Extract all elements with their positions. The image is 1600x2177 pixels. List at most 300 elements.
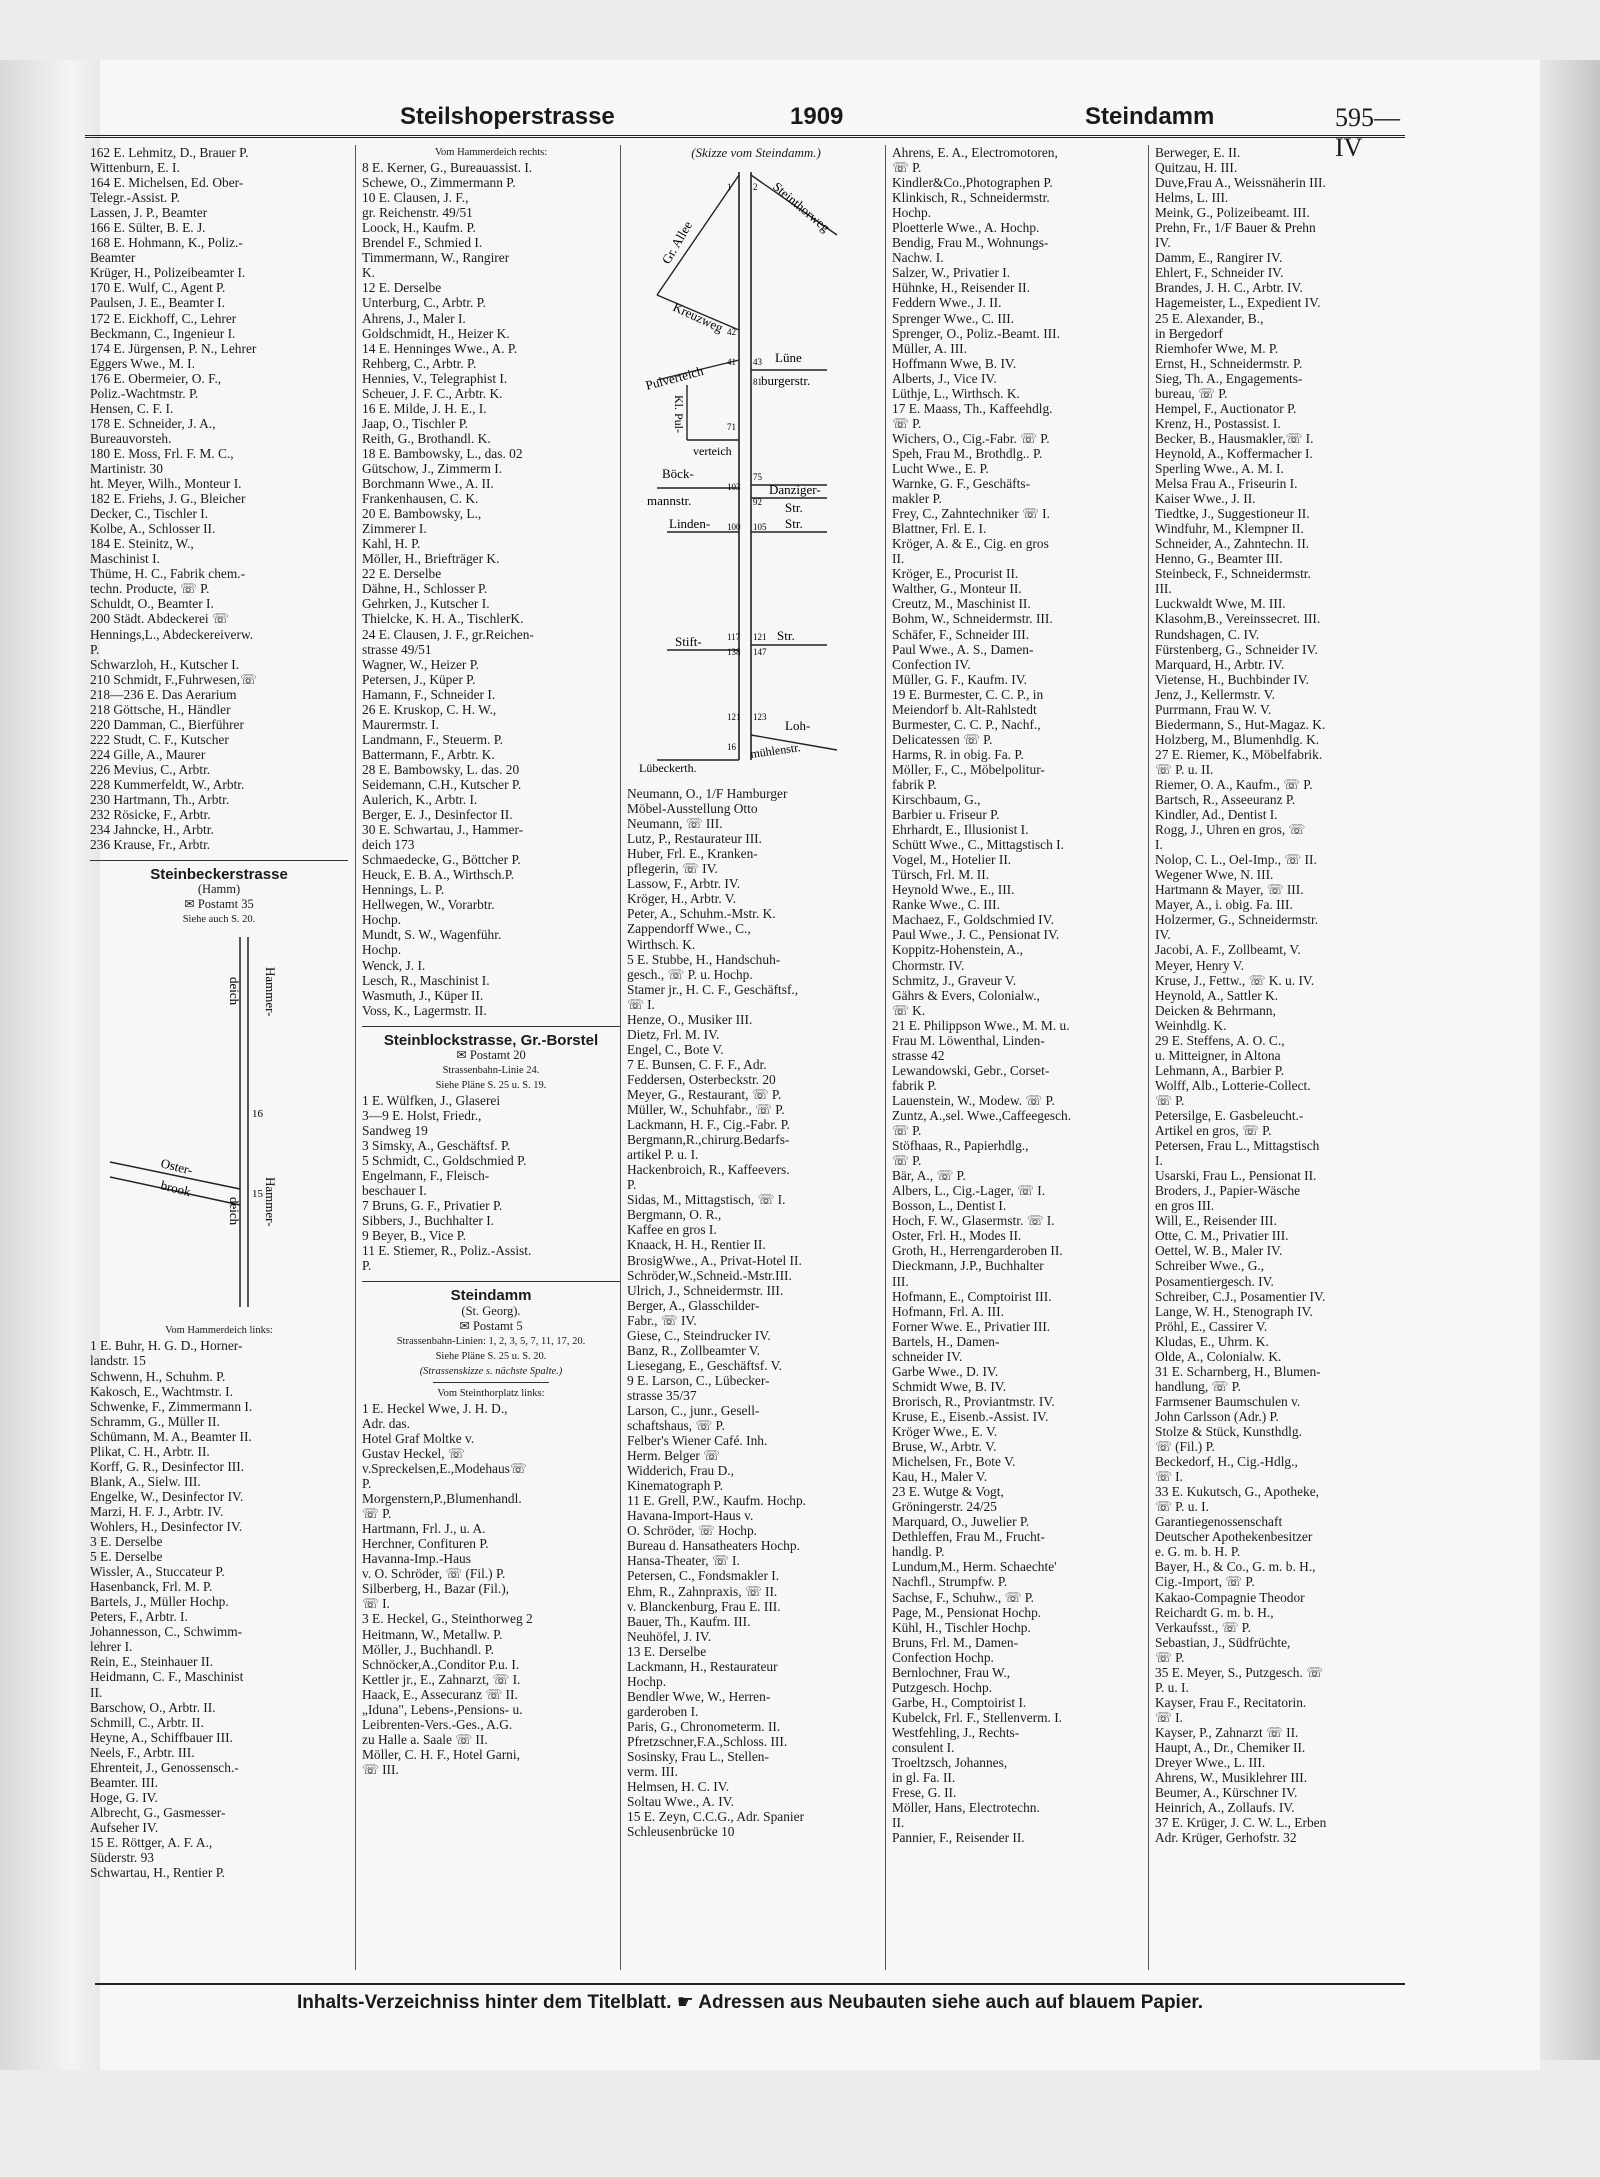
directory-entry: Battermann, F., Arbtr. K.	[362, 746, 495, 762]
column-5	[1148, 145, 1417, 1970]
directory-entry: Neumann, ☏ III.	[627, 816, 723, 832]
directory-entry: II.	[892, 1815, 905, 1831]
directory-entry: Jaap, O., Tischler P.	[362, 415, 469, 431]
directory-entry: Hasenbanck, Frl. M. P.	[90, 1579, 213, 1595]
map-label: brook	[159, 1177, 193, 1200]
directory-entry: K.	[362, 265, 376, 281]
directory-entry: Jacobi, A. F., Zollbeamt, V.	[1155, 942, 1301, 958]
directory-entry: 230 Hartmann, Th., Arbtr.	[90, 792, 230, 808]
directory-entry: Berger, A., Glasschilder-	[627, 1297, 760, 1313]
directory-entry: Barbier u. Friseur P.	[892, 807, 1000, 823]
directory-entry: Haupt, A., Dr., Chemiker II.	[1155, 1739, 1306, 1755]
directory-entry: consulent I.	[892, 1739, 955, 1755]
directory-entry: Kayser, Frau F., Recitatorin.	[1155, 1694, 1307, 1710]
directory-entry: Feddersen, Osterbeckstr. 20	[627, 1071, 776, 1087]
directory-entry: Thüme, H. C., Fabrik chem.-	[90, 566, 246, 582]
directory-entry: verm. III.	[627, 1764, 678, 1780]
directory-entry: 226 Mevius, C., Arbtr.	[90, 761, 211, 777]
sub-head-rechts: Vom Hammerdeich rechts:	[434, 147, 548, 158]
directory-entry: Maschinist I.	[90, 551, 160, 567]
directory-entry: 3 E. Heckel, G., Steinthorweg 2	[362, 1611, 533, 1627]
directory-entry: Bergmann,R.,chirurg.Bedarfs-	[627, 1132, 790, 1148]
directory-entry: I.	[1155, 837, 1163, 853]
directory-entry: Page, M., Pensionat Hochp.	[892, 1604, 1042, 1620]
map-label: Kreuzweg	[670, 299, 726, 336]
directory-entry: Haack, E., Assecuranz ☏ II.	[362, 1686, 518, 1702]
section-subtitle-2: (St. Georg).	[461, 1303, 521, 1318]
directory-entry: Bendig, Frau M., Wohnungs-	[892, 235, 1049, 251]
directory-entry: en gros III.	[1155, 1198, 1215, 1214]
map-number: 43	[753, 357, 762, 368]
directory-entry: Möbel-Ausstellung Otto	[627, 801, 758, 817]
directory-entry: Lauenstein, W., Modew. ☏ P.	[892, 1092, 1055, 1108]
directory-entry: Schmidt Wwe, B. IV.	[892, 1378, 1007, 1394]
directory-entry: Helmsen, H. C. IV.	[627, 1779, 730, 1795]
directory-entry: Weinhdlg. K.	[1155, 1017, 1227, 1033]
directory-entry: Blank, A., Sielw. III.	[90, 1473, 201, 1489]
directory-entry: Süderstr. 93	[90, 1850, 154, 1866]
section-title-steinbeckerstrasse: Steinbeckerstrasse	[90, 860, 348, 882]
directory-entry: Beumer, A., Kürschner IV.	[1155, 1785, 1298, 1801]
directory-entry: Ahrens, J., Maler I.	[362, 310, 466, 326]
directory-entry: Posamentiergesch. IV.	[1155, 1273, 1274, 1289]
directory-entry: Petersen, Frau L., Mittagstisch	[1155, 1138, 1320, 1154]
directory-entry: e. G. m. b. H. P.	[1155, 1544, 1241, 1560]
directory-entry: 17 E. Maass, Th., Kaffeehdlg.	[892, 400, 1053, 416]
directory-entry: Bergmann, O. R.,	[627, 1207, 722, 1223]
directory-entry: Ranke Wwe., C. III.	[892, 897, 1000, 913]
directory-entry: Giese, C., Steindrucker IV.	[627, 1327, 771, 1343]
directory-entry: 8 E. Kerner, G., Bureauassist. I.	[362, 160, 533, 176]
directory-entry: u. Mitteigner, in Altona	[1155, 1047, 1281, 1063]
directory-entry: Zappendorff Wwe., C.,	[627, 921, 751, 937]
directory-entry: Liesegang, E., Geschäftsf. V.	[627, 1357, 782, 1373]
directory-entry: beschauer I.	[362, 1183, 427, 1199]
directory-entry: Meiendorf b. Alt-Rahlstedt	[892, 701, 1037, 717]
directory-entry: ☏ I.	[627, 996, 655, 1012]
directory-entry: Brorisch, R., Proviantmstr. IV.	[892, 1393, 1055, 1409]
directory-entry: Sachse, F., Schuhw., ☏ P.	[892, 1589, 1035, 1605]
directory-entry: 172 E. Eickhoff, C., Lehrer	[90, 310, 237, 326]
directory-entry: 162 E. Lehmitz, D., Brauer P.	[90, 145, 249, 160]
directory-entry: 180 E. Moss, Frl. F. M. C.,	[90, 445, 234, 461]
directory-entry: schneider IV.	[892, 1348, 963, 1364]
directory-entry: Bernlochner, Frau W.,	[892, 1664, 1011, 1680]
directory-entry: Jenz, J., Kellermstr. V.	[1155, 686, 1276, 702]
directory-entry: Möller, C. H. F., Hotel Garni,	[362, 1746, 520, 1762]
directory-entry: Confection IV.	[892, 656, 971, 672]
directory-entry: Havanna-Imp.-Haus	[362, 1551, 471, 1567]
directory-entry: Schwenn, H., Schuhm. P.	[90, 1368, 226, 1384]
directory-entry: Petersilge, E. Gasbeleucht.-	[1155, 1108, 1304, 1123]
directory-entry: Hühnke, H., Reisender II.	[892, 280, 1030, 296]
directory-entry: Oster, Frl. H., Modes II.	[892, 1228, 1022, 1244]
directory-entry: Unterburg, C., Arbtr. P.	[362, 295, 486, 311]
directory-entry: Engel, C., Bote V.	[627, 1041, 724, 1057]
directory-entry: Olde, A., Colonialw. K.	[1155, 1348, 1282, 1364]
directory-entry: Verkaufsst., ☏ P.	[1155, 1619, 1251, 1635]
directory-entry: Heinrich, A., Zollaufs. IV.	[1155, 1800, 1295, 1816]
directory-entry: ☏ P.	[1155, 1092, 1185, 1108]
directory-entry: Gustav Heckel, ☏	[362, 1445, 465, 1461]
directory-entry: Wasmuth, J., Küper II.	[362, 987, 484, 1003]
directory-entry: Bartels, J., Müller Hochp.	[90, 1594, 229, 1610]
column-2	[355, 145, 620, 1970]
directory-entry: Heitmann, W., Metallw. P.	[362, 1626, 503, 1642]
directory-entry: Heynold, A., Koffermacher I.	[1155, 445, 1313, 461]
directory-entry: v.Spreckelsen,E.,Modehaus☏	[362, 1460, 527, 1476]
directory-entry: III.	[1155, 581, 1172, 597]
directory-entry: Alberts, J., Vice IV.	[892, 370, 997, 386]
directory-entry: Gütschow, J., Zimmerm I.	[362, 460, 503, 476]
directory-entry: Reith, G., Brothandl. K.	[362, 430, 491, 446]
directory-entry: Blattner, Frl. E. I.	[892, 521, 987, 537]
directory-entry: 30 E. Schwartau, J., Hammer-	[362, 822, 524, 838]
directory-entry: Confection Hochp.	[892, 1649, 994, 1665]
directory-entry: I.	[1155, 1153, 1163, 1169]
directory-entry: Bayer, H., & Co., G. m. b. H.,	[1155, 1559, 1316, 1575]
directory-entry: Riemhofer Wwe, M. P.	[1155, 340, 1279, 356]
directory-entry: Walther, G., Monteur II.	[892, 581, 1022, 597]
column-4	[885, 145, 1150, 1970]
directory-entry: v. O. Schröder, ☏ (Fil.) P.	[362, 1566, 506, 1582]
directory-entry: Müller, A. III.	[892, 340, 967, 356]
map-number: 75	[753, 472, 762, 483]
directory-entry: Hochp.	[362, 942, 402, 958]
map-label: Danziger-	[769, 482, 821, 498]
directory-entry: Lundum,M., Herm. Schaechte'	[892, 1559, 1057, 1575]
directory-entry: Meink, G., Polizeibeamt. III.	[1155, 205, 1310, 221]
directory-entry: Hofmann, E., Comptoirist III.	[892, 1288, 1052, 1304]
directory-entry: Kolbe, A., Schlosser II.	[90, 521, 216, 537]
directory-entry: Lackmann, H. F., Cig.-Fabr. P.	[627, 1117, 790, 1133]
directory-entry: Kindler&Co.,Photographen P.	[892, 175, 1053, 191]
directory-entry: 24 E. Clausen, J. F., gr.Reichen-	[362, 626, 534, 642]
directory-entry: Frey, C., Zahntechniker ☏ I.	[892, 506, 1050, 522]
directory-entry: Lesch, R., Maschinist I.	[362, 972, 490, 988]
directory-entry: Cig.-Import, ☏ P.	[1155, 1574, 1255, 1590]
directory-entry: 5 Schmidt, C., Goldschmied P.	[362, 1153, 527, 1169]
directory-entry: Pfretzschner,F.A.,Schloss. III.	[627, 1734, 788, 1749]
directory-entry: 16 E. Milde, J. H. E., I.	[362, 400, 487, 416]
directory-entry: ☏ P.	[892, 1123, 922, 1139]
section-postamt: ✉ Postamt 35	[184, 897, 254, 912]
directory-entry: Wittenburn, E. I.	[90, 160, 180, 176]
directory-entry: Bruns, Frl. M., Damen-	[892, 1634, 1019, 1650]
directory-entry: Wegener Wwe, N. III.	[1155, 867, 1274, 883]
directory-entry: Artikel en gros, ☏ P.	[1155, 1123, 1272, 1139]
directory-entry: Hamann, F., Schneider I.	[362, 686, 496, 702]
steindamm-sketch-map	[627, 160, 885, 780]
directory-entry: 7 Bruns, G. F., Privatier P.	[362, 1198, 503, 1214]
directory-entry: Möller, J., Buchhandl. P.	[362, 1641, 494, 1657]
directory-entry: Fürstenberg, G., Schneider IV.	[1155, 641, 1318, 657]
directory-entry: Schmitz, J., Graveur V.	[892, 972, 1017, 988]
directory-entry: Koppitz-Hohenstein, A.,	[892, 942, 1023, 958]
directory-entry: Maurermstr. I.	[362, 716, 439, 732]
directory-entry: schaftshaus, ☏ P.	[627, 1418, 725, 1434]
directory-entry: Seidemann, C.H., Kutscher P.	[362, 776, 522, 792]
directory-entry: Nachw. I.	[892, 250, 944, 266]
map-label: Oster-	[159, 1155, 195, 1179]
directory-entry: Hempel, F., Auctionator P.	[1155, 400, 1297, 416]
directory-entry: Tiedtke, J., Suggestioneur II.	[1155, 506, 1310, 522]
directory-entry: Garbe Wwe., D. IV.	[892, 1363, 999, 1379]
directory-entry: Lewandowski, Gebr., Corset-	[892, 1062, 1050, 1078]
directory-entry: Schneider, A., Zahntechn. II.	[1155, 536, 1310, 552]
directory-entry: ☏ P. u. II.	[1155, 761, 1214, 777]
directory-entry: Garantiegenossenschaft	[1155, 1514, 1283, 1530]
directory-entry: P.	[362, 1476, 372, 1492]
directory-entry: Bosson, L., Dentist I.	[892, 1198, 1007, 1214]
directory-entry: ☏ P.	[892, 415, 922, 431]
map-label: Hammer-	[263, 967, 278, 1017]
directory-entry: Hochp.	[627, 1673, 667, 1689]
directory-entry: Paul Wwe., J. C., Pensionat IV.	[892, 927, 1060, 943]
directory-entry: Marquard, O., Juwelier P.	[892, 1514, 1030, 1530]
directory-entry: 15 E. Röttger, A. F. A.,	[90, 1834, 213, 1850]
directory-entry: Damm, E., Rangirer IV.	[1155, 250, 1283, 266]
head-right-street: Steindamm	[1085, 103, 1215, 130]
directory-entry: 174 E. Jürgensen, P. N., Lehrer	[90, 340, 257, 356]
directory-entry: 3 Simsky, A., Geschäftsf. P.	[362, 1138, 511, 1154]
directory-entry: Havana-Import-Haus v.	[627, 1508, 754, 1524]
directory-entry: 176 E. Obermeier, O. F.,	[90, 370, 222, 386]
directory-entry: ☏ III.	[362, 1761, 399, 1777]
map-number: 16	[252, 1108, 263, 1121]
directory-entry: Salzer, W., Privatier I.	[892, 265, 1011, 281]
directory-entry: Wichers, O., Cig.-Fabr. ☏ P.	[892, 430, 1050, 446]
directory-entry: Thielcke, K. H. A., TischlerK.	[362, 611, 524, 627]
directory-entry: Deicken & Behrmann,	[1155, 1002, 1276, 1018]
directory-entry: 14 E. Henninges Wwe., A. P.	[362, 340, 518, 356]
map-number: 121	[727, 712, 741, 723]
directory-entry: Creutz, M., Maschinist II.	[892, 596, 1031, 612]
directory-entry: Luckwaldt Wwe, M. III.	[1155, 596, 1286, 612]
directory-entry: Nolop, C. L., Oel-Imp., ☏ II.	[1155, 852, 1317, 868]
directory-entry: Duve,Frau A., Weissnäherin III.	[1155, 175, 1326, 191]
directory-entry: Delicatessen ☏ P.	[892, 731, 993, 747]
directory-entry: Marquard, H., Arbtr. IV.	[1155, 656, 1285, 672]
head-year: 1909	[790, 103, 844, 130]
directory-entry: Farmsener Baumschulen v.	[1155, 1393, 1301, 1409]
directory-entry: Schramm, G., Müller II.	[90, 1413, 220, 1429]
directory-entry: Türsch, Frl. M. II.	[892, 867, 990, 883]
directory-entry: gr. Reichenstr. 49/51	[362, 205, 473, 221]
directory-entry: Dreyer Wwe., L. III.	[1155, 1755, 1266, 1771]
map-label: Str.	[785, 500, 803, 516]
directory-entry: ☏ I.	[1155, 1469, 1183, 1485]
directory-entry: garderoben I.	[627, 1703, 699, 1719]
directory-entry: Wirthsch. K.	[627, 936, 696, 952]
map-number: 71	[727, 422, 736, 433]
directory-entry: 25 E. Alexander, B.,	[1155, 310, 1264, 326]
col4-entries	[892, 145, 1150, 1845]
directory-entry: 168 E. Hohmann, K., Poliz.-	[90, 235, 243, 251]
directory-entry: Chormstr. IV.	[892, 957, 965, 973]
directory-entry: Peter, A., Schuhm.-Mstr. K.	[627, 906, 776, 922]
directory-entry: Klinkisch, R., Schneidermstr.	[892, 190, 1050, 206]
steinbecker-sketch-map	[90, 927, 348, 1317]
directory-entry: Adr. das.	[362, 1415, 410, 1431]
directory-entry: Paul Wwe., A. S., Damen-	[892, 641, 1034, 657]
directory-entry: Möller, F., C., Möbelpolitur-	[892, 761, 1045, 777]
directory-entry: Sebastian, J., Südfrüchte,	[1155, 1634, 1291, 1650]
map-label: Linden-	[669, 516, 711, 532]
directory-entry: Schröder,W.,Schneid.-Mstr.III.	[627, 1267, 792, 1283]
directory-entry: Lucht Wwe., E. P.	[892, 460, 989, 476]
directory-entry: Kau, H., Maler V.	[892, 1469, 988, 1485]
directory-entry: Hoge, G. IV.	[90, 1789, 158, 1805]
directory-entry: Gehrken, J., Kutscher I.	[362, 596, 490, 612]
map-number: 81	[753, 377, 762, 388]
directory-entry: Soltau Wwe., A. IV.	[627, 1794, 734, 1810]
directory-entry: Hoffmann Wwe, B. IV.	[892, 355, 1017, 371]
directory-entry: Gröningerstr. 24/25	[892, 1499, 997, 1515]
directory-entry: Wolff, Alb., Lotterie-Collect.	[1155, 1077, 1311, 1093]
directory-entry: Aufseher IV.	[90, 1819, 159, 1835]
directory-entry: Melsa Frau A., Friseurin I.	[1155, 476, 1298, 492]
directory-entry: Mundt, S. W., Wagenführ.	[362, 927, 502, 943]
directory-entry: Krüger, H., Polizeibeamter I.	[90, 265, 246, 281]
directory-entry: Bartels, H., Damen-	[892, 1333, 1000, 1349]
col5-entries	[1155, 145, 1417, 1845]
directory-entry: Morgenstern,P.,Blumenhandl.	[362, 1491, 522, 1507]
directory-entry: Wohlers, H., Desinfector IV.	[90, 1519, 243, 1534]
directory-entry: Kludas, E., Uhrm. K.	[1155, 1333, 1269, 1349]
map-label: deich	[227, 977, 242, 1006]
directory-entry: 37 E. Krüger, J. C. W. L., Erben	[1155, 1815, 1327, 1831]
directory-entry: Ehm, R., Zahnpraxis, ☏ II.	[627, 1583, 778, 1599]
directory-entry: 218 Göttsche, H., Händler	[90, 701, 231, 717]
directory-entry: Zimmerer I.	[362, 521, 427, 537]
directory-entry: ☏ (Fil.) P.	[1155, 1439, 1215, 1455]
directory-entry: Schäfer, F., Schneider III.	[892, 626, 1030, 642]
directory-entry: III.	[892, 1273, 909, 1289]
directory-entry: Sibbers, J., Buchhalter I.	[362, 1213, 495, 1229]
directory-entry: 29 E. Steffens, A. O. C.,	[1155, 1032, 1285, 1048]
directory-entry: Kinematograph P.	[627, 1478, 723, 1494]
directory-entry: Borchmann Wwe., A. II.	[362, 476, 494, 492]
directory-entry: 27 E. Riemer, K., Möbelfabrik.	[1155, 746, 1323, 762]
directory-entry: Oettel, W. B., Maler IV.	[1155, 1243, 1283, 1259]
directory-entry: Heynold Wwe., E., III.	[892, 882, 1015, 898]
directory-entry: Putzgesch. Hochp.	[892, 1679, 993, 1695]
map-label: Steinthorweg	[770, 178, 833, 235]
directory-entry: Beckmann, C., Ingenieur I.	[90, 325, 236, 341]
directory-entry: Albrecht, G., Gasmesser-	[90, 1804, 226, 1820]
directory-entry: John Carlsson (Adr.) P.	[1155, 1408, 1279, 1424]
directory-entry: strasse 35/37	[627, 1387, 697, 1403]
directory-entry: Kröger Wwe., E. V.	[892, 1423, 998, 1439]
sub-head-links: Vom Hammerdeich links:	[165, 1325, 273, 1337]
directory-entry: 3—9 E. Holst, Friedr.,	[362, 1107, 482, 1123]
map-label: Gr. Allee	[658, 218, 696, 267]
directory-entry: BrosigWwe., A., Privat-Hotel II.	[627, 1252, 802, 1268]
directory-entry: 164 E. Michelsen, Ed. Ober-	[90, 175, 244, 191]
directory-entry: 1 E. Buhr, H. G. D., Horner-	[90, 1338, 243, 1354]
directory-entry: Brandes, J. H. C., Arbtr. IV.	[1155, 280, 1303, 296]
directory-entry: ☏ P.	[892, 160, 922, 176]
directory-entry: Vogel, M., Hotelier II.	[892, 852, 1012, 868]
directory-entry: 5 E. Derselbe	[90, 1549, 163, 1565]
directory-entry: Landmann, F., Steuerm. P.	[362, 731, 504, 747]
footer-notice: Inhalts-Verzeichniss hinter dem Titelblatt. ☛ Adressen aus Neubauten siehe auch auf blauem Papier.	[95, 1983, 1405, 2014]
directory-entry: Hennings,L., Abdeckereiverw.	[90, 626, 254, 642]
directory-entry: ☏ P.	[892, 1153, 922, 1169]
directory-entry: Heuck, E. B. A., Wirthsch.P.	[362, 867, 515, 883]
directory-entry: Dieckmann, J.P., Buchhalter	[892, 1258, 1044, 1274]
directory-entry: Felber's Wiener Café. Inh.	[627, 1433, 768, 1449]
section-postamt-3: ✉ Postamt 5	[459, 1318, 523, 1333]
directory-entry: Kindler, Ad., Dentist I.	[1155, 807, 1278, 823]
map-number: 15	[252, 1188, 263, 1201]
directory-entry: 184 E. Steinitz, W.,	[90, 536, 194, 552]
directory-entry: Bauer, Th., Kaufm. III.	[627, 1613, 751, 1629]
directory-entry: Stolze & Stück, Kunsthdlg.	[1155, 1423, 1302, 1439]
directory-entry: 18 E. Bambowsky, L., das. 02	[362, 445, 523, 461]
sub-head-steinthor: Vom Steinthorplatz links:	[437, 1387, 545, 1399]
directory-entry: handlg. P.	[892, 1544, 945, 1560]
directory-entry: Michelsen, Fr., Bote V.	[892, 1454, 1016, 1470]
directory-entry: Sieg, Th. A., Engagements-	[1155, 370, 1303, 386]
map-label: burgerstr.	[761, 373, 811, 389]
directory-entry: Schwartau, H., Rentier P.	[90, 1865, 225, 1881]
divider	[433, 1382, 549, 1383]
directory-entry: Korff, G. R., Desinfector III.	[90, 1458, 245, 1474]
directory-entry: landstr. 15	[90, 1353, 146, 1369]
directory-entry: Hoch, F. W., Glasermstr. ☏ I.	[892, 1213, 1055, 1229]
directory-entry: Marzi, H. F. J., Arbtr. IV.	[90, 1503, 224, 1519]
directory-entry: Adr. Krüger, Gerhofstr. 32	[1155, 1830, 1297, 1846]
directory-entry: Wissler, A., Stuccateur P.	[90, 1564, 225, 1580]
directory-entry: Timmermann, W., Rangirer	[362, 250, 510, 266]
directory-entry: Deutscher Apothekenbesitzer	[1155, 1529, 1313, 1545]
map-label: mannstr.	[647, 493, 692, 509]
directory-entry: Wenck, J. I.	[362, 957, 426, 973]
directory-entry: Hennies, V., Telegraphist I.	[362, 370, 508, 386]
directory-entry: v. Blanckenburg, Frau E. III.	[627, 1598, 781, 1614]
directory-entry: 222 Studt, C. F., Kutscher	[90, 731, 229, 747]
map-label: deich	[227, 1197, 242, 1226]
directory-entry: Peters, F., Arbtr. I.	[90, 1609, 188, 1625]
directory-entry: Klasohm,B., Vereinssecret. III.	[1155, 611, 1321, 627]
directory-entry: Machaez, F., Goldschmied IV.	[892, 912, 1054, 928]
directory-entry: Usarski, Frau L., Pensionat II.	[1155, 1168, 1317, 1184]
directory-entry: in Bergedorf	[1155, 325, 1223, 341]
directory-entry: 9 Beyer, B., Vice P.	[362, 1228, 467, 1244]
directory-entry: Beamter	[90, 250, 136, 266]
map-label: Pulverteich	[643, 363, 705, 393]
directory-entry: 224 Gille, A., Maurer	[90, 746, 206, 762]
directory-entry: Telegr.-Assist. P.	[90, 190, 180, 206]
directory-entry: 220 Damman, C., Bierführer	[90, 716, 244, 732]
directory-entry: Lüthje, L., Wirthsch. K.	[892, 385, 1020, 401]
directory-entry: Schnöcker,A.,Conditor P.u. I.	[362, 1656, 520, 1672]
directory-entry: Ehrenteit, J., Genossensch.-	[90, 1759, 239, 1775]
directory-entry: 33 E. Kukutsch, G., Apotheke,	[1155, 1484, 1320, 1500]
directory-entry: Müller, G. F., Kaufm. IV.	[892, 671, 1028, 687]
directory-entry: Lange, W. H., Stenograph IV.	[1155, 1303, 1313, 1319]
directory-entry: Lutz, P., Restaurateur III.	[627, 831, 762, 847]
col2-entries-3	[362, 1401, 620, 1777]
directory-entry: Lassow, F., Arbtr. IV.	[627, 876, 741, 892]
directory-entry: Warnke, G. F., Geschäfts-	[892, 476, 1031, 492]
map-label: Str.	[785, 516, 803, 532]
directory-entry: Voss, K., Lagermstr. II.	[362, 1002, 487, 1018]
map-label: verteich	[693, 444, 732, 459]
directory-entry: Müller, W., Schuhfabr., ☏ P.	[627, 1102, 785, 1118]
